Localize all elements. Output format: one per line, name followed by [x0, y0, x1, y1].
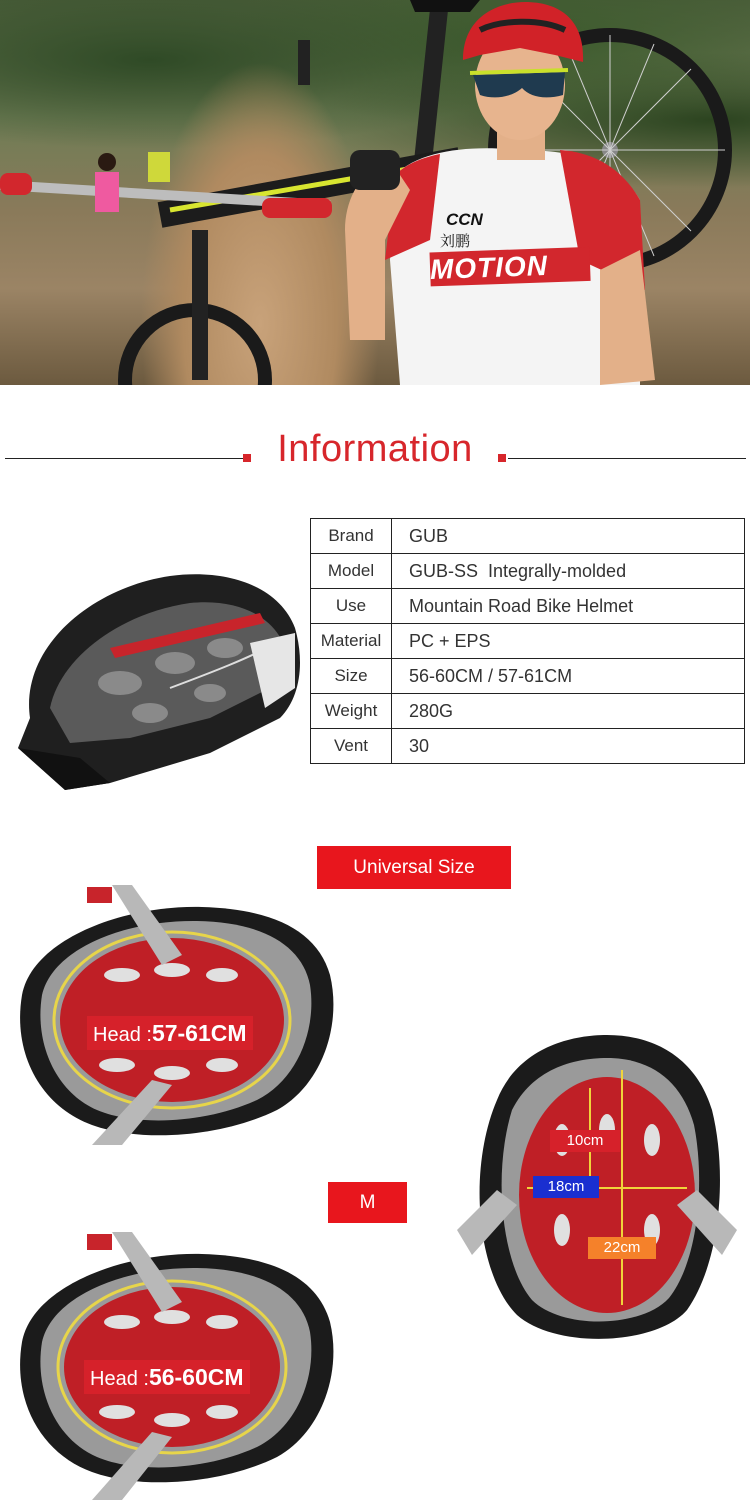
spec-value: 30 — [392, 729, 745, 764]
section-title: Information — [277, 428, 473, 470]
width-dimension: 18cm — [533, 1176, 599, 1198]
helmet-side-view — [10, 568, 305, 793]
spec-value: 56-60CM / 57-61CM — [392, 659, 745, 694]
spec-row-model — [311, 554, 745, 589]
spec-row-material — [311, 624, 745, 659]
spec-key: Vent — [311, 729, 392, 764]
spec-value: GUB — [392, 519, 745, 554]
spec-table — [310, 518, 745, 764]
jersey-brand: CCN — [446, 210, 483, 229]
spec-value: 280G — [392, 694, 745, 729]
universal-head-size-label — [87, 1016, 253, 1050]
hero-photo — [0, 0, 750, 385]
spec-key: Weight — [311, 694, 392, 729]
head-prefix: Head : — [93, 1024, 152, 1046]
height-dimension: 22cm — [588, 1237, 656, 1259]
cyclist-with-bike-illustration — [0, 0, 750, 385]
universal-size-badge: Universal Size — [317, 846, 511, 889]
spec-key: Brand — [311, 519, 392, 554]
jersey-team: MOTION — [429, 249, 549, 286]
spec-value: Mountain Road Bike Helmet — [392, 589, 745, 624]
jersey-name: 刘鹏 — [440, 232, 471, 250]
divider-right — [508, 458, 746, 459]
spec-key: Use — [311, 589, 392, 624]
m-head-size-label — [84, 1360, 250, 1394]
spec-value: PC + EPS — [392, 624, 745, 659]
size-m-badge: M — [328, 1182, 407, 1223]
spec-row-weight — [311, 694, 745, 729]
head-value: 56-60CM — [148, 1364, 244, 1390]
spec-key: Model — [311, 554, 392, 589]
spec-row-use — [311, 589, 745, 624]
divider-right-square — [498, 454, 506, 462]
spec-row-vent — [311, 729, 745, 764]
length-dimension: 10cm — [550, 1130, 620, 1152]
head-value: 57-61CM — [151, 1020, 247, 1046]
head-prefix: Head : — [90, 1368, 149, 1390]
spec-key: Material — [311, 624, 392, 659]
spec-key: Size — [311, 659, 392, 694]
spec-row-size — [311, 659, 745, 694]
spec-value: GUB-SS Integrally-molded — [392, 554, 745, 589]
spec-row-brand — [311, 519, 745, 554]
